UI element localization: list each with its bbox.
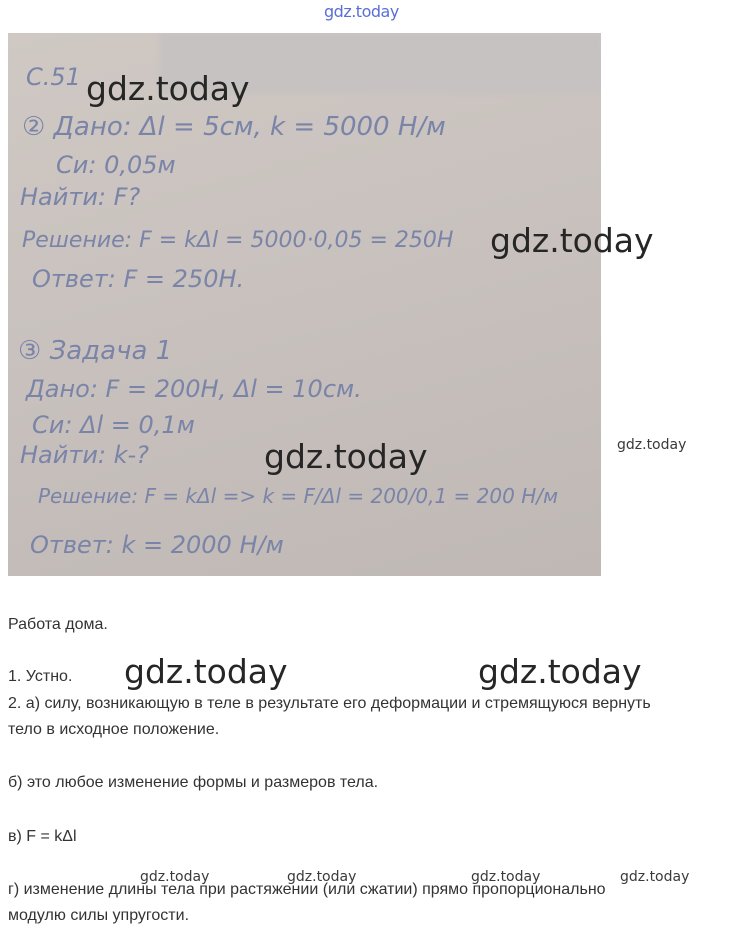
hw-line-4: Найти: F? — [20, 183, 141, 211]
hw-line-9: Си: Δl = 0,1м — [32, 411, 195, 439]
section-heading: Работа дома. — [8, 616, 108, 633]
handwriting-layer — [8, 33, 601, 576]
answer-item-1: 1. Устно. — [8, 668, 73, 685]
answer-item-2g-line1: г) изменение длины тела при растяжении (или сжатии) прямо пропорционально — [8, 881, 606, 898]
hw-line-5: Решение: F = kΔl = 5000·0,05 = 250Н — [22, 228, 454, 253]
answer-item-2b: б) это любое изменение формы и размеров тела. — [8, 774, 379, 791]
watermark-top: gdz.today — [324, 2, 399, 21]
watermark-photo-1: gdz.today — [86, 69, 250, 108]
hw-line-8: Дано: F = 200Н, Δl = 10см. — [26, 375, 362, 403]
hw-line-7: ③ Задача 1 — [18, 336, 173, 366]
hw-line-11: Решение: F = kΔl => k = F/Δl = 200/0,1 = 200 Н/м — [38, 484, 559, 508]
watermark-row-1: gdz.today — [140, 869, 210, 885]
watermark-row-2: gdz.today — [287, 869, 357, 885]
hw-line-2: ② Дано: Δl = 5см, k = 5000 Н/м — [22, 112, 446, 142]
watermark-photo-3: gdz.today — [264, 437, 428, 476]
hw-line-6: Ответ: F = 250Н. — [32, 265, 245, 293]
hw-line-12: Ответ: k = 2000 Н/м — [30, 531, 284, 559]
hw-line-10: Найти: k-? — [20, 441, 149, 469]
watermark-text-1: gdz.today — [124, 652, 288, 691]
hw-line-1: С.51 — [26, 63, 81, 91]
watermark-side: gdz.today — [617, 437, 687, 453]
answer-item-2g-line2: модулю силы упругости. — [8, 907, 190, 924]
watermark-text-2: gdz.today — [478, 652, 642, 691]
answer-item-2a-line1: 2. а) силу, возникающую в теле в результате его деформации и стремящуюся вернуть — [8, 695, 651, 712]
watermark-row-3: gdz.today — [471, 869, 541, 885]
answer-item-2a-line2: тело в исходное положение. — [8, 721, 220, 738]
hw-line-3: Си: 0,05м — [56, 151, 176, 179]
handwritten-solution-photo — [8, 33, 601, 576]
watermark-photo-2: gdz.today — [490, 221, 654, 260]
watermark-row-4: gdz.today — [620, 869, 690, 885]
answer-item-2v: в) F = kΔl — [8, 828, 77, 845]
